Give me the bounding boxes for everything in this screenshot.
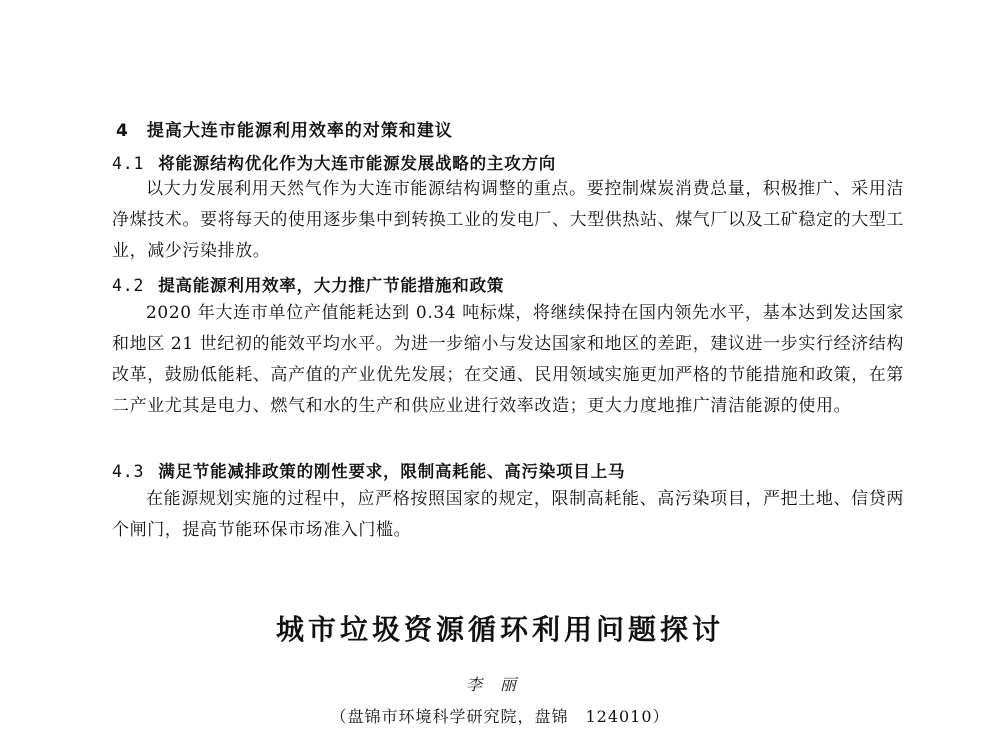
subsection-4-2-number: 4.2 [112,276,145,295]
section-4-number: 4 [116,121,129,141]
subsection-4-3-number: 4.3 [112,462,145,481]
section-4-title: 提高大连市能源利用效率的对策和建议 [146,121,453,141]
article-affiliation: （盘锦市环境科学研究院，盘锦 124010） [330,707,670,726]
subsection-4-1-body: 以大力发展利用天然气作为大连市能源结构调整的重点。要控制煤炭消费总量，积极推广、采用洁净煤技术。要将每天的使用逐步集中到转换工业的发电厂、大型供热站、煤气厂以及工矿稳定的大型工业，减少污染排放。 [112,179,904,261]
section-4-heading [116,116,453,141]
subsection-4-2-body: 2020 年大连市单位产值能耗达到 0.34 吨标煤，将继续保持在国内领先水平，基本达到发达国家和地区 21 世纪初的能效平均水平。为进一步缩小与发达国家和地区的差距，建议进一步实行经济结构改革，鼓励低能耗、高产值的产业优先发展；在交通、民用领域实施更加严格的节能措施和政策，在第二产业尤其是电力、燃气和水的生产和供应业进行效率改造；更大力度地推广清洁能源的使用。 [112,303,904,416]
subsection-4-1-title: 将能源结构优化作为大连市能源发展战略的主攻方向 [158,154,557,173]
article-title: 城市垃圾资源循环利用问题探讨 [275,613,724,646]
subsection-4-2-title: 提高能源利用效率，大力推广节能措施和政策 [158,276,505,295]
subsection-4-2-heading [112,272,504,296]
subsection-4-3-heading [112,458,625,482]
subsection-4-3-body: 在能源规划实施的过程中，应严格按照国家的规定，限制高耗能、高污染项目，严把土地、信贷两个闸门，提高节能环保市场准入门槛。 [112,489,904,540]
subsection-4-1-number: 4.1 [112,154,145,173]
subsection-4-3-title: 满足节能减排政策的刚性要求，限制高耗能、高污染项目上马 [158,462,626,481]
subsection-4-1-heading [112,150,556,174]
article-author: 李丽 [465,675,534,694]
